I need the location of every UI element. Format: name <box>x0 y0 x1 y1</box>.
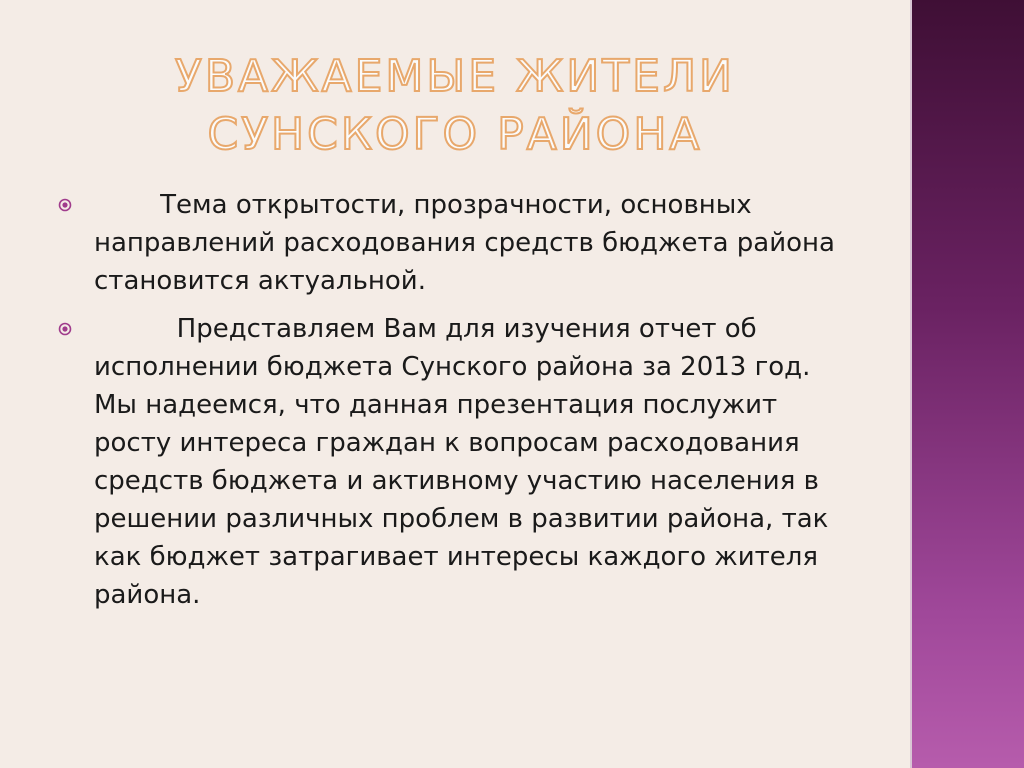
slide-title: УВАЖАЕМЫЕ ЖИТЕЛИ СУНСКОГО РАЙОНА <box>175 51 735 160</box>
circle-dot-bullet-icon <box>58 198 72 212</box>
bullet-text: Тема открытости, прозрачности, основных направлений расходования средств бюджета района становится актуальной. <box>94 190 844 296</box>
bullet-item <box>58 310 858 614</box>
bullet-text: Представляем Вам для изучения отчет об исполнении бюджета Сунского района за 2013 год. Мы надеемся, что данная презентация послужит росту интереса граждан к вопросам расходования средств бюджета и активному участию населения в решении различных проблем в развитии района, так как бюджет затрагивает интересы каждого жителя района. <box>94 314 837 610</box>
circle-dot-bullet-icon <box>58 322 72 336</box>
slide-body <box>58 186 858 624</box>
bullet-item <box>58 186 858 300</box>
decorative-side-band <box>912 0 1024 768</box>
